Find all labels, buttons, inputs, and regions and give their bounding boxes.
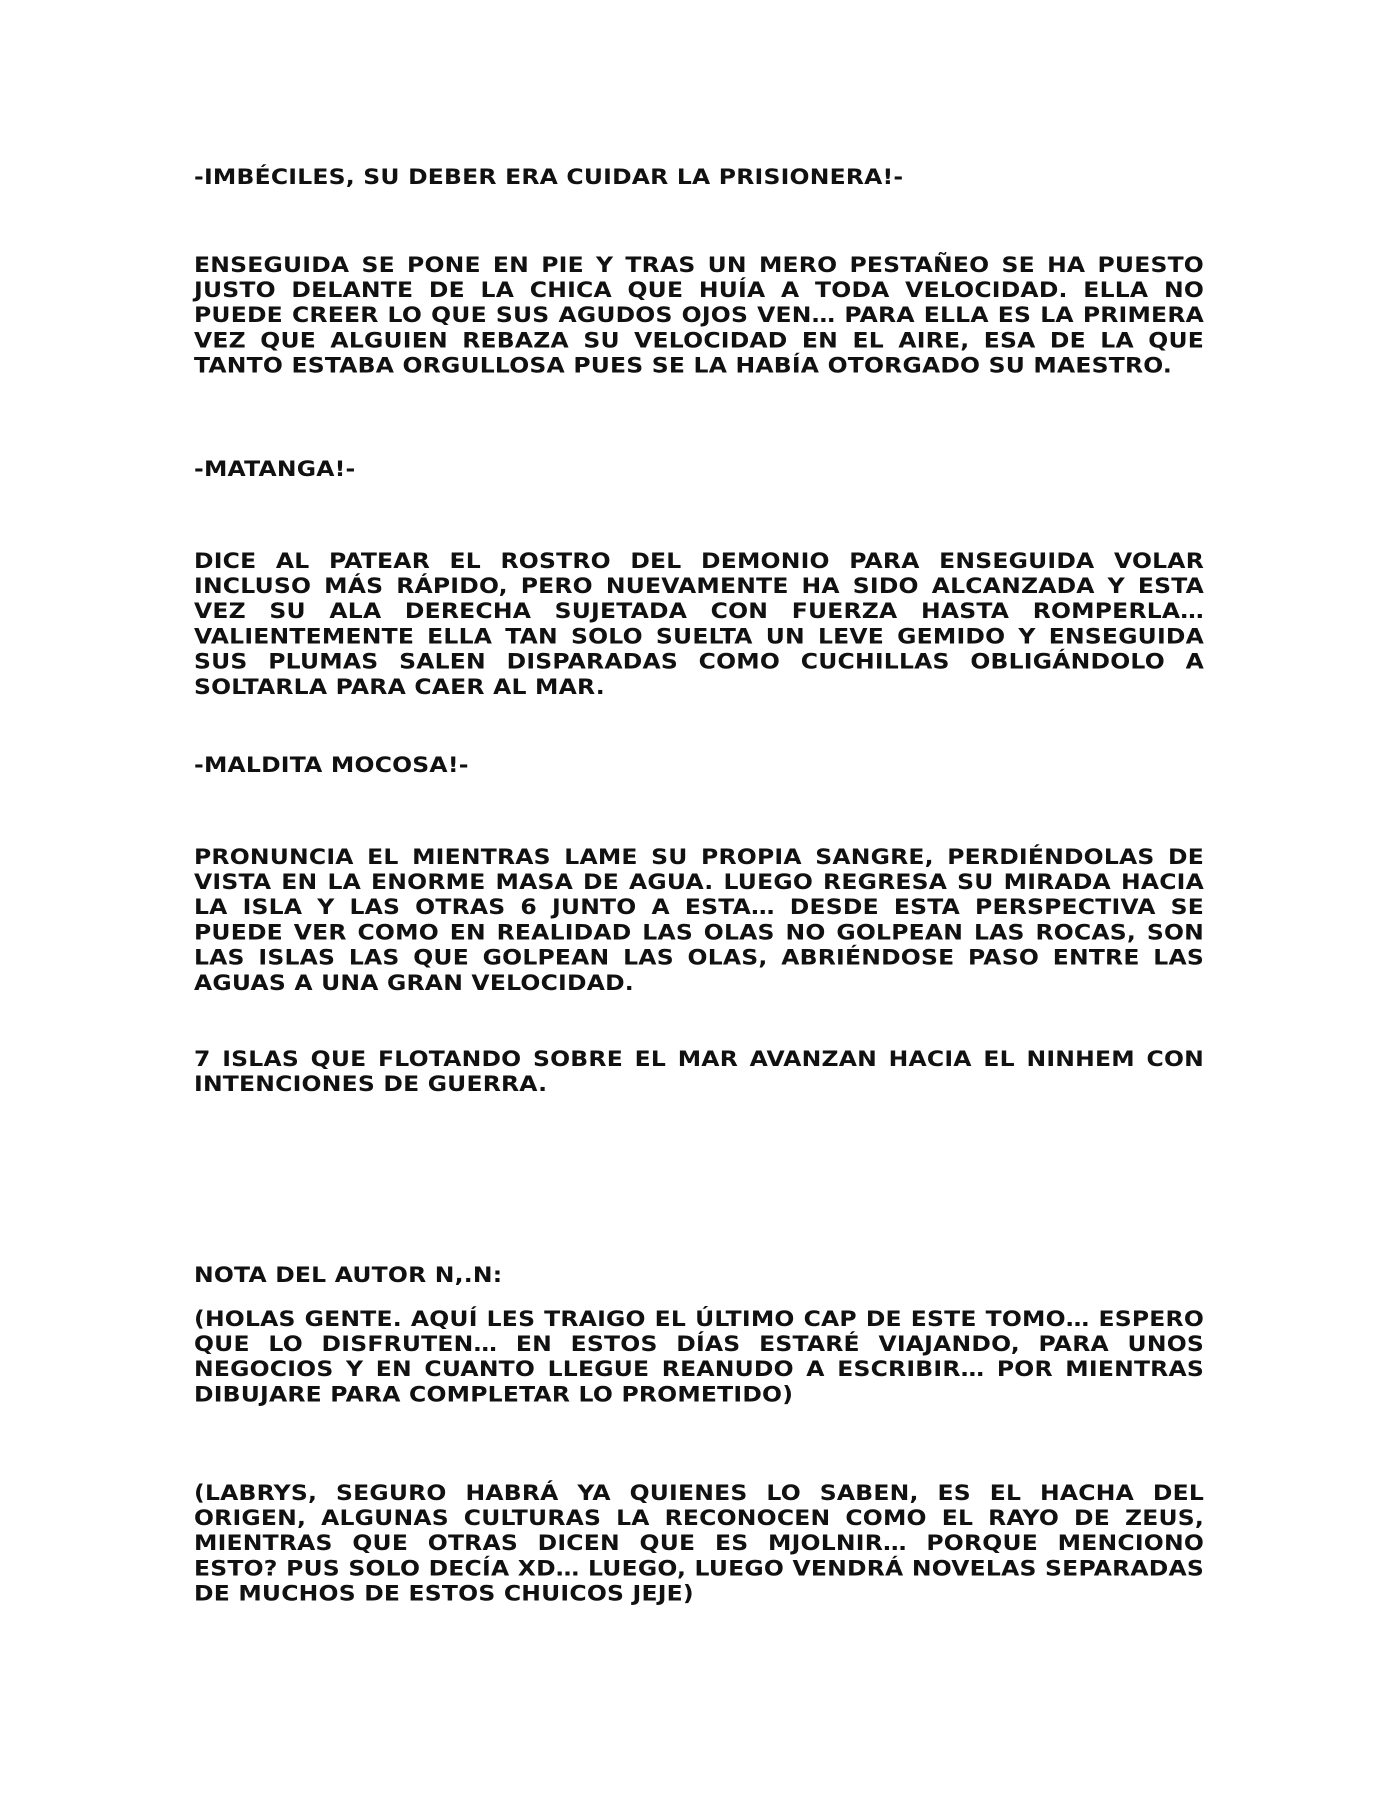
narration-paragraph-1: ENSEGUIDA SE PONE EN PIE Y TRAS UN MERO PESTAÑEO SE HA PUESTO JUSTO DELANTE DE LA CHICA QUE HUÍA A TODA VELOCIDAD. ELLA NO PUEDE CREER LO QUE SUS AGUDOS OJOS VEN… PARA ELLA ES LA PRIMERA VEZ QUE ALGUIEN REBAZA SU VELOCIDAD EN EL AIRE, ESA DE LA QUE TANTO ESTABA ORGULLOSA PUES SE LA HABÍA OTORGADO SU MAESTRO.	[194, 252, 1204, 378]
narration-paragraph-3: PRONUNCIA EL MIENTRAS LAME SU PROPIA SANGRE, PERDIÉNDOLAS DE VISTA EN LA ENORME MASA DE AGUA. LUEGO REGRESA SU MIRADA HACIA LA ISLA Y LAS OTRAS 6 JUNTO A ESTA… DESDE ESTA PERSPECTIVA SE PUEDE VER COMO EN REALIDAD LAS OLAS NO GOLPEAN LAS ROCAS, SON LAS ISLAS LAS QUE GOLPEAN LAS OLAS, ABRIÉNDOSE PASO ENTRE LAS AGUAS A UNA GRAN VELOCIDAD.	[194, 844, 1204, 996]
author-note-paragraph-1: (HOLAS GENTE. AQUÍ LES TRAIGO EL ÚLTIMO CAP DE ESTE TOMO… ESPERO QUE LO DISFRUTEN… EN ESTOS DÍAS ESTARÉ VIAJANDO, PARA UNOS NEGOCIOS Y EN CUANTO LLEGUE REANUDO A ESCRIBIR… POR MIENTRAS DIBUJARE PARA COMPLETAR LO PROMETIDO)	[194, 1306, 1204, 1407]
narration-paragraph-4: 7 ISLAS QUE FLOTANDO SOBRE EL MAR AVANZAN HACIA EL NINHEM CON INTENCIONES DE GUERRA.	[194, 1046, 1204, 1097]
dialogue-line-matanga: -MATANGA!-	[194, 456, 356, 482]
narration-paragraph-2: DICE AL PATEAR EL ROSTRO DEL DEMONIO PARA ENSEGUIDA VOLAR INCLUSO MÁS RÁPIDO, PERO NUEVAMENTE HA SIDO ALCANZADA Y ESTA VEZ SU ALA DERECHA SUJETADA CON FUERZA HASTA ROMPERLA… VALIENTEMENTE ELLA TAN SOLO SUELTA UN LEVE GEMIDO Y ENSEGUIDA SUS PLUMAS SALEN DISPARADAS COMO CUCHILLAS OBLIGÁNDOLO A SOLTARLA PARA CAER AL MAR.	[194, 548, 1204, 700]
dialogue-line-maldita-mocosa: -MALDITA MOCOSA!-	[194, 752, 469, 778]
author-note-paragraph-2: (LABRYS, SEGURO HABRÁ YA QUIENES LO SABEN, ES EL HACHA DEL ORIGEN, ALGUNAS CULTURAS LA RECONOCEN COMO EL RAYO DE ZEUS, MIENTRAS QUE OTRAS DICEN QUE ES MJOLNIR… PORQUE MENCIONO ESTO? PUS SOLO DECÍA XD… LUEGO, LUEGO VENDRÁ NOVELAS SEPARADAS DE MUCHOS DE ESTOS CHUICOS JEJE)	[194, 1480, 1204, 1606]
dialogue-line-imbeciles: -IMBÉCILES, SU DEBER ERA CUIDAR LA PRISIONERA!-	[194, 164, 904, 190]
author-note-heading: NOTA DEL AUTOR N,.N:	[194, 1262, 503, 1288]
